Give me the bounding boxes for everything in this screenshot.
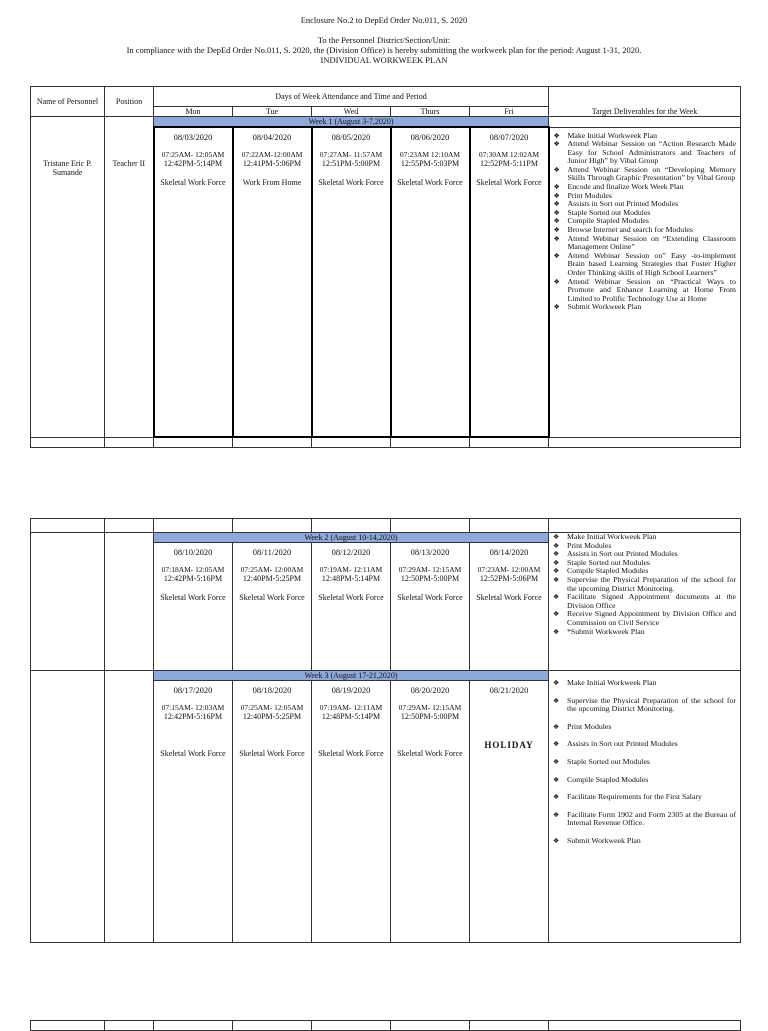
day-header-mon: Mon [154, 107, 233, 117]
enclosure-line: Enclosure No.2 to DepEd Order No.011, S. 2020 [300, 15, 468, 25]
date: 08/17/2020 [173, 685, 213, 695]
work-mode: Skeletal Work Force [397, 593, 463, 602]
target-item: ❖ Make Initial Workweek Plan [553, 533, 736, 542]
workweek-table-next [30, 1020, 741, 1031]
work-mode: Skeletal Work Force [476, 593, 542, 602]
time-pm: 12:42PM-5:14PM [163, 159, 223, 168]
date: 08/11/2020 [252, 547, 292, 557]
date: 08/10/2020 [173, 547, 213, 557]
week3-day-mon [154, 681, 233, 943]
week3-day-wed [312, 681, 391, 943]
work-mode: Skeletal Work Force [160, 749, 226, 758]
time-am: 07:19AM- 12:11AM [319, 565, 383, 574]
personnel-position: Teacher II [105, 117, 154, 438]
time-pm: 12:40PM-5:25PM [242, 712, 302, 721]
work-mode: Skeletal Work Force [160, 593, 226, 602]
week3-label: Week 3 (August 17-21,2020) [154, 671, 549, 681]
time-pm: 12:40PM-5:25PM [242, 574, 302, 583]
week3-targets [549, 671, 741, 943]
week3-day-fri [470, 681, 549, 943]
target-item: ❖ Make Initial Workweek Plan [554, 132, 737, 141]
target-item: ❖ Assists in Sort out Printed Modules [553, 740, 736, 749]
work-mode: Work From Home [242, 178, 302, 187]
time-pm: 12:42PM-5:16PM [163, 574, 223, 583]
week1-day-wed [312, 127, 391, 437]
time-pm: 12:48PM-5:14PM [321, 712, 381, 721]
week2-targets [549, 533, 741, 671]
work-mode: Skeletal Work Force [397, 178, 463, 187]
week1-day-mon [154, 127, 233, 437]
target-item: ❖ Facilitate Requirements for the First Salary [553, 793, 736, 802]
time-am: 07:23AM- 12:00AM [477, 565, 541, 574]
week2-day-thurs [391, 543, 470, 671]
date: 08/18/2020 [252, 685, 292, 695]
time-pm: 12:50PM-5:00PM [400, 574, 460, 583]
time-am: 07:29AM- 12:15AM [398, 703, 462, 712]
week2-day-wed [312, 543, 391, 671]
date: 08/04/2020 [252, 132, 292, 142]
week1-targets [549, 127, 741, 437]
week1-label: Week 1 (August 3-7,2020) [154, 117, 549, 128]
target-item: ❖ Attend Webinar Session on” Easy -to-implement Brain based Learning Strategies that Foster Higher Order Thinking skills of High School Learners” [554, 252, 737, 278]
addressee-line: To the Personnel District/Section/Unit: [317, 35, 451, 45]
date: 08/06/2020 [410, 132, 450, 142]
time-pm: 12:55PM-5:03PM [400, 159, 460, 168]
target-item: ❖ Facilitate Signed Appointment documents at the Division Office [553, 593, 736, 610]
time-am: 07:25AM- 12:05AM [240, 703, 304, 712]
time-pm: 12:42PM-5:16PM [163, 712, 223, 721]
target-list [549, 671, 740, 846]
date: 08/20/2020 [410, 685, 450, 695]
date: 08/12/2020 [331, 547, 371, 557]
target-item: ❖ Compile Stapled Modules [553, 776, 736, 785]
week2-label: Week 2 (August 10-14,2020) [154, 533, 549, 543]
date: 08/03/2020 [173, 132, 213, 142]
day-header-fri: Fri [470, 107, 549, 117]
time-pm: 12:51PM-5:00PM [321, 159, 381, 168]
target-item: ❖ Attend Webinar Session on “Developing Memory Skills Through Graphic Presentation” by Vibal Group [554, 166, 737, 183]
col-header-target: Target Deliverables for the Week [549, 87, 741, 117]
work-mode: Skeletal Work Force [239, 749, 305, 758]
target-item: ❖ Staple Sorted out Modules [553, 758, 736, 767]
work-mode: Skeletal Work Force [397, 749, 463, 758]
target-item: ❖ Make Initial Workweek Plan [553, 679, 736, 688]
time-am: 07:22AM-12:00AM [241, 150, 303, 159]
time-am: 07:27AM- 11:57AM [319, 150, 383, 159]
target-item: ❖ Submit Workweek Plan [553, 837, 736, 846]
week3-day-tue [233, 681, 312, 943]
target-item: ❖ Encode and finalize Work Week Plan [554, 183, 737, 192]
target-item: ❖ Compile Stapled Modules [554, 217, 737, 226]
week1-day-tue [233, 127, 312, 437]
time-pm: 12:48PM-5:14PM [321, 574, 381, 583]
time-am: 07:25AM- 12:00AM [240, 565, 304, 574]
target-item: ❖ Submit Workweek Plan [554, 303, 737, 312]
week2-day-fri [470, 543, 549, 671]
date: 08/07/2020 [489, 132, 529, 142]
day-header-tue: Tue [233, 107, 312, 117]
time-am: 07:29AM- 12:15AM [398, 565, 462, 574]
workweek-table-week1 [30, 86, 741, 448]
compliance-line: In compliance with the DepEd Order No.011, S. 2020, the (Division Office) is hereby submitting the workweek plan for the period: August 1-31, 2020. [126, 45, 642, 55]
target-item: ❖ *Submit Workweek Plan [553, 628, 736, 637]
work-mode: Skeletal Work Force [318, 593, 384, 602]
time-am: 07:19AM- 12:11AM [319, 703, 383, 712]
target-item: ❖ Staple Sorted out Modules [554, 209, 737, 218]
time-am: 07:18AM- 12:05AM [161, 565, 225, 574]
target-item: ❖ Supervise the Physical Preparation of the school for the upcoming District Monitoring. [553, 697, 736, 714]
date: 08/21/2020 [489, 685, 529, 695]
target-list [549, 533, 740, 636]
week1-day-fri [470, 127, 549, 437]
holiday-label: HOLIDAY [484, 740, 534, 750]
target-item: ❖ Staple Sorted out Modules [553, 559, 736, 568]
time-am: 07:30AM 12:02AM [478, 150, 540, 159]
time-pm: 12:52PM-5:11PM [480, 159, 538, 168]
target-list [550, 128, 741, 312]
target-item: ❖ Print Modules [553, 542, 736, 551]
week2-day-mon [154, 543, 233, 671]
week2-day-tue [233, 543, 312, 671]
date: 08/05/2020 [331, 132, 371, 142]
target-item: ❖ Browse Internet and search for Modules [554, 226, 737, 235]
target-item: ❖ Assists in Sort out Printed Modules [554, 200, 737, 209]
date: 08/14/2020 [489, 547, 529, 557]
work-mode: Skeletal Work Force [476, 178, 542, 187]
target-item: ❖ Supervise the Physical Preparation of the school for the upcoming District Monitoring. [553, 576, 736, 593]
col-header-days: Days of Week Attendance and Time and Period [154, 87, 549, 107]
target-item: ❖ Print Modules [553, 723, 736, 732]
time-pm: 12:41PM-5:06PM [242, 159, 302, 168]
date: 08/19/2020 [331, 685, 371, 695]
target-item: ❖ Facilitate Form 1902 and Form 2305 at the Bureau of Internal Revenue Office. [553, 811, 736, 828]
document-title: INDIVIDUAL WORKWEEK PLAN [320, 55, 448, 65]
work-mode: Skeletal Work Force [318, 178, 384, 187]
day-header-thurs: Thurs [391, 107, 470, 117]
col-header-position: Position [105, 87, 154, 117]
time-am: 07:25AM- 12:05AM [161, 150, 225, 159]
time-pm: 12:50PM-5:00PM [400, 712, 460, 721]
target-item: ❖ Attend Webinar Session on “Extending Classroom Management Online” [554, 235, 737, 252]
target-item: ❖ Receive Signed Appointment by Division Office and Commission on Civil Service [553, 610, 736, 627]
work-mode: Skeletal Work Force [239, 593, 305, 602]
week3-day-thurs [391, 681, 470, 943]
day-header-wed: Wed [312, 107, 391, 117]
time-am: 07:15AM- 12:03AM [161, 703, 225, 712]
work-mode: Skeletal Work Force [160, 178, 226, 187]
week1-day-thurs [391, 127, 470, 437]
target-item: ❖ Attend Webinar Session on “Action Research Made Easy for School Administrators and Teachers of Junior High” by Vibal Group [554, 140, 737, 166]
target-item: ❖ Attend Webinar Session on “Practical Ways to Promote and Enhance Learning at Home From Limited to Prolific Technology Use at Home [554, 278, 737, 304]
target-item: ❖ Print Modules [554, 192, 737, 201]
time-pm: 12:52PM-5:06PM [479, 574, 539, 583]
personnel-name: Tristane Eric P. Sumande [31, 117, 105, 438]
date: 08/13/2020 [410, 547, 450, 557]
time-am: 07:23AM 12:10AM [399, 150, 461, 159]
workweek-table-week2-3 [30, 518, 741, 943]
col-header-name: Name of Personnel [31, 87, 105, 117]
target-item: ❖ Compile Stapled Modules [553, 567, 736, 576]
work-mode: Skeletal Work Force [318, 749, 384, 758]
target-item: ❖ Assists in Sort out Printed Modules [553, 550, 736, 559]
